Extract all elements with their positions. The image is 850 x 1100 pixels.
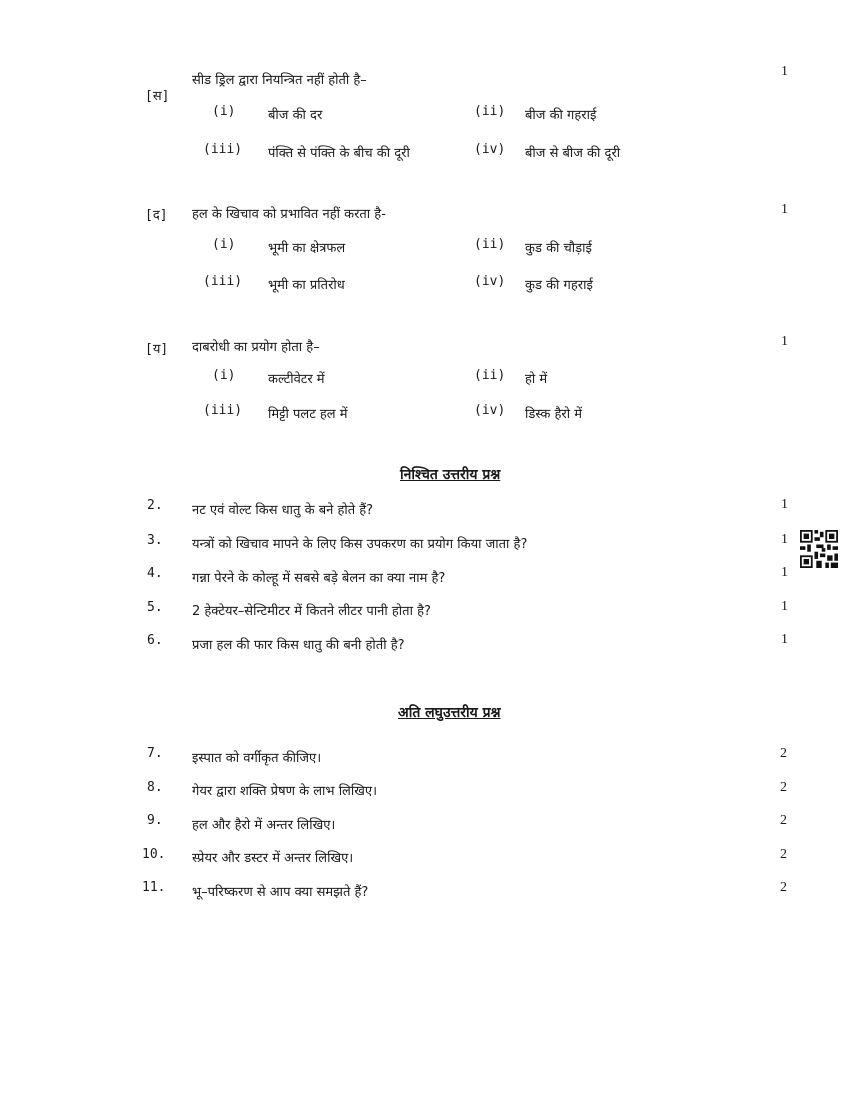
question-number: 6. [147, 633, 163, 648]
question-number: 4. [147, 566, 163, 581]
option-text: बीज की दर [268, 108, 323, 123]
question-text: गन्ना पेरने के कोल्हू में सबसे बड़े बेलन का क्या नाम है? [192, 571, 446, 586]
question-text: भू–परिष्करण से आप क्या समझते हैं? [192, 885, 369, 900]
mcq-marks: 1 [781, 64, 788, 79]
option-number: (iii) [203, 274, 243, 289]
option-text: हो में [525, 372, 548, 387]
option-number: (iv) [474, 274, 506, 289]
option-text: मिट्टी पलट हल में [268, 407, 348, 422]
mcq-question: सीड ड्रिल द्वारा नियन्त्रित नहीं होती है– [192, 73, 367, 88]
question-number: 8. [147, 780, 163, 795]
question-marks: 2 [780, 780, 787, 795]
option-text: बीज की गहराई [525, 108, 597, 123]
question-text: हल और हैरो में अन्तर लिखिए। [192, 818, 336, 833]
option-text: कुड की गहराई [525, 278, 593, 293]
question-text: यन्त्रों को खिचाव मापने के लिए किस उपकरण का प्रयोग किया जाता है? [192, 537, 528, 552]
option-number: (ii) [474, 368, 506, 383]
option-text: पंक्ति से पंक्ति के बीच की दूरी [268, 146, 410, 161]
mcq-marks: 1 [781, 202, 788, 217]
option-number: (iv) [474, 142, 506, 157]
question-marks: 1 [781, 632, 788, 647]
mcq-marks: 1 [781, 334, 788, 349]
mcq-label: [य] [145, 342, 169, 357]
option-number: (ii) [474, 104, 506, 119]
option-number: (ii) [474, 237, 506, 252]
question-text: गेयर द्वारा शक्ति प्रेषण के लाभ लिखिए। [192, 784, 377, 799]
question-marks: 2 [780, 813, 787, 828]
question-marks: 1 [781, 532, 788, 547]
question-marks: 1 [781, 497, 788, 512]
question-marks: 1 [781, 599, 788, 614]
question-marks: 2 [780, 746, 787, 761]
question-number: 11. [142, 880, 166, 895]
question-text: 2 हेक्टेयर–सेन्टिमीटर में कितने लीटर पानी होता है? [192, 604, 431, 619]
option-text: भूमी का प्रतिरोध [268, 278, 345, 293]
option-number: (iii) [203, 403, 243, 418]
question-marks: 2 [780, 880, 787, 895]
question-text: नट एवं वोल्ट किस धातु के बने होते हैं? [192, 503, 374, 518]
option-text: बीज से बीज की दूरी [525, 146, 621, 161]
question-text: स्प्रेयर और डस्टर में अन्तर लिखिए। [192, 851, 354, 866]
question-number: 3. [147, 533, 163, 548]
option-text: भूमी का क्षेत्रफल [268, 241, 346, 256]
option-number: (iv) [474, 403, 506, 418]
mcq-label: [स] [145, 89, 170, 104]
option-number: (i) [212, 237, 236, 252]
question-text: इस्पात को वर्गीकृत कीजिए। [192, 751, 322, 766]
option-number: (i) [212, 368, 236, 383]
mcq-question: दाबरोधी का प्रयोग होता है– [192, 340, 320, 355]
question-number: 10. [142, 847, 166, 862]
question-number: 2. [147, 498, 163, 513]
mcq-label: [द] [145, 208, 168, 223]
mcq-question: हल के खिचाव को प्रभावित नहीं करता है- [192, 207, 386, 222]
option-number: (iii) [203, 142, 243, 157]
question-number: 9. [147, 813, 163, 828]
question-text: प्रजा हल की फार किस धातु की बनी होती है? [192, 638, 405, 653]
qr-code-icon [800, 530, 838, 568]
question-marks: 1 [781, 565, 788, 580]
question-marks: 2 [780, 847, 787, 862]
section-heading: अति लघुउत्तरीय प्रश्न [398, 705, 501, 721]
option-text: कुड की चौड़ाई [525, 241, 592, 256]
option-text: डिस्क हैरो में [525, 407, 582, 422]
option-number: (i) [212, 104, 236, 119]
question-number: 7. [147, 746, 163, 761]
option-text: कल्टीवेटर में [268, 372, 325, 387]
question-number: 5. [147, 600, 163, 615]
section-heading: निश्चित उत्तरीय प्रश्न [400, 467, 501, 483]
